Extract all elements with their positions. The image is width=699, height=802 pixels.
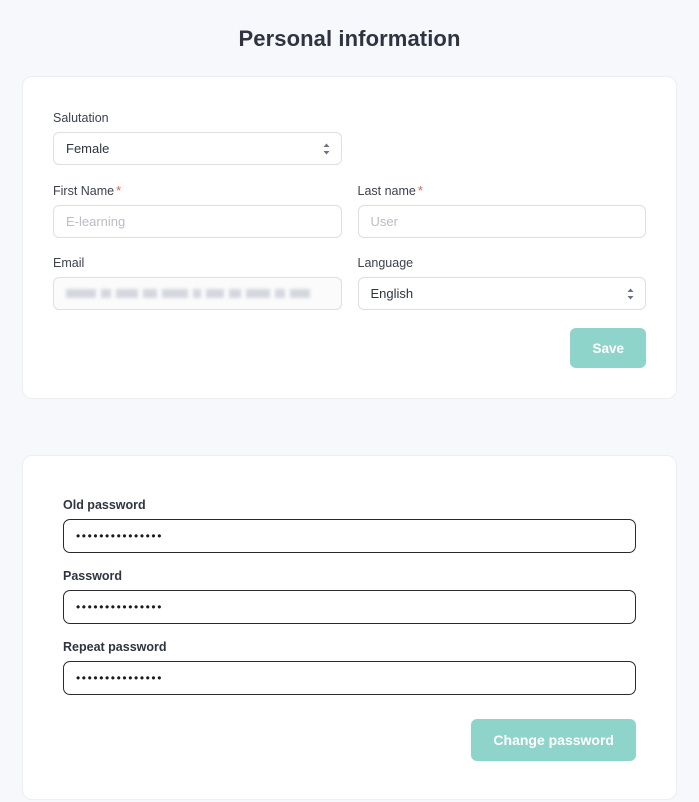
old-password-input[interactable] [63, 519, 636, 553]
last-name-input-wrapper[interactable] [358, 205, 647, 238]
new-password-field [63, 569, 636, 624]
new-password-value: ••••••••••••••• [76, 600, 164, 614]
language-value: English [370, 286, 414, 301]
repeat-password-label: Repeat password [63, 640, 167, 654]
salutation-field [53, 111, 342, 165]
last-name-label-text: Last name [357, 184, 416, 198]
repeat-password-value: ••••••••••••••• [76, 671, 164, 685]
repeat-password-input[interactable] [63, 661, 636, 695]
email-input[interactable] [53, 277, 342, 310]
password-card [22, 455, 677, 800]
chevron-updown-icon [322, 142, 331, 156]
redacted-email-content [66, 289, 310, 298]
last-name-label [358, 183, 647, 198]
old-password-label: Old password [63, 498, 146, 512]
personal-actions [53, 328, 646, 368]
last-name-required-marker: * [417, 183, 423, 198]
old-password-field [63, 498, 636, 553]
email-label: Email [53, 256, 85, 270]
name-row [53, 183, 646, 238]
email-field [53, 256, 342, 310]
save-button[interactable]: Save [570, 328, 646, 368]
last-name-placeholder: User [370, 214, 398, 229]
page-title: Personal information [238, 26, 461, 51]
old-password-value: ••••••••••••••• [76, 529, 164, 543]
first-name-field [53, 183, 342, 238]
first-name-required-marker: * [116, 183, 122, 198]
new-password-input[interactable] [63, 590, 636, 624]
email-language-row [53, 256, 646, 310]
salutation-value: Female [66, 141, 110, 156]
chevron-updown-icon [626, 287, 635, 301]
first-name-label-text: First Name [53, 184, 115, 198]
salutation-label: Salutation [53, 111, 109, 125]
salutation-select[interactable] [53, 132, 342, 165]
first-name-input-wrapper[interactable] [53, 205, 342, 238]
repeat-password-field [63, 640, 636, 695]
language-field [358, 256, 647, 310]
last-name-field [358, 183, 647, 238]
change-password-button[interactable]: Change password [471, 719, 636, 761]
personal-information-card [22, 76, 677, 399]
language-select[interactable] [358, 277, 647, 310]
salutation-spacer [358, 111, 647, 165]
language-label: Language [357, 256, 414, 270]
new-password-label: Password [63, 569, 123, 583]
password-actions [63, 719, 636, 761]
salutation-row [53, 111, 646, 165]
first-name-placeholder: E-learning [66, 214, 126, 229]
first-name-label [53, 183, 342, 198]
